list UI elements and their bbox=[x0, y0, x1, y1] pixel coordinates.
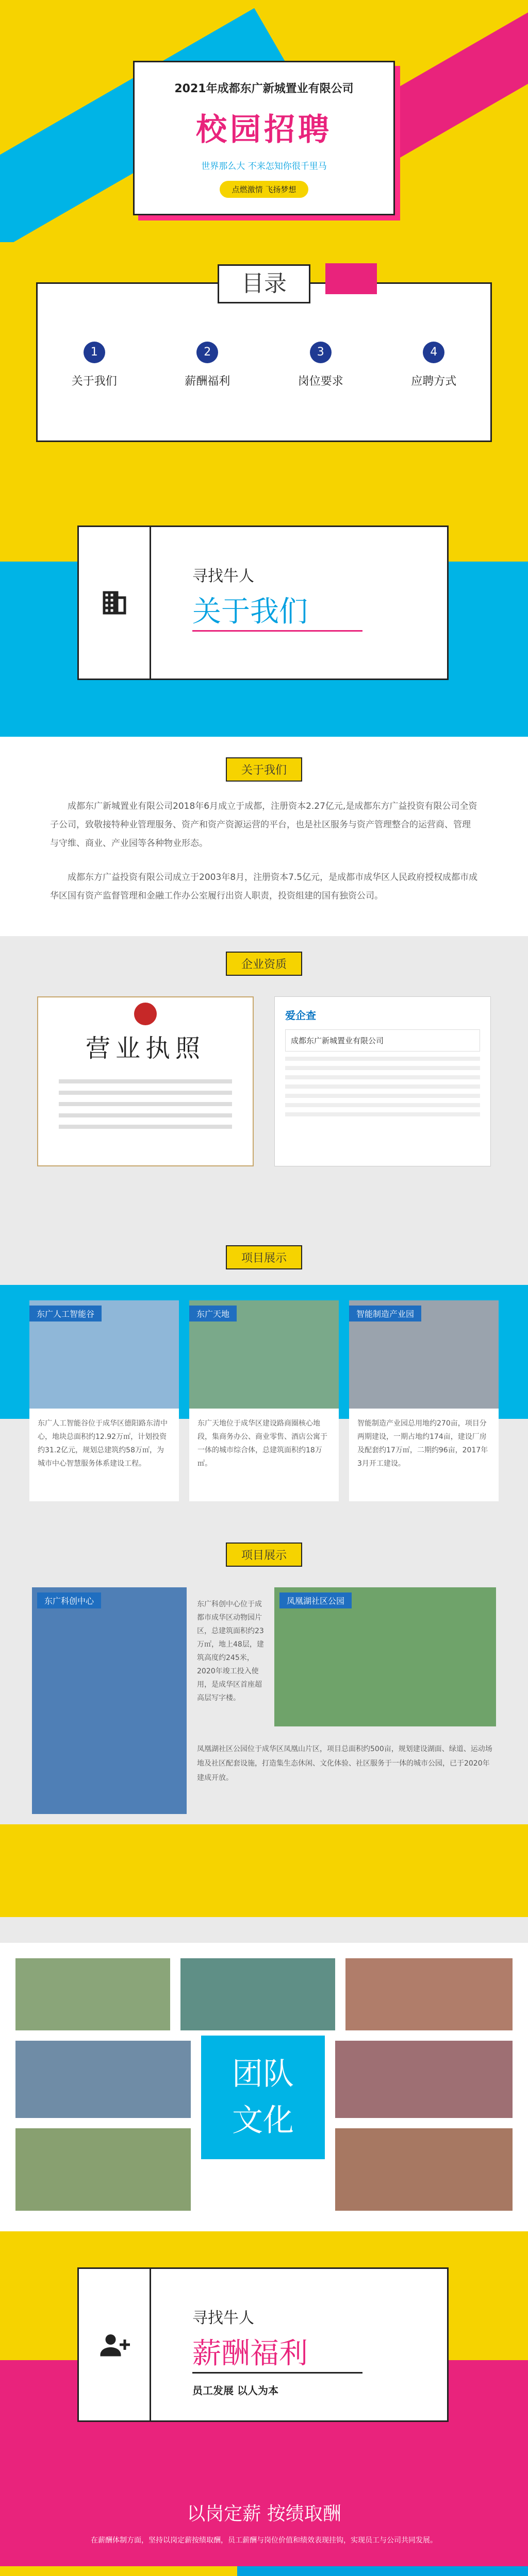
banner-title: 薪酬福利 bbox=[192, 2337, 308, 2370]
about-banner-card bbox=[77, 526, 449, 680]
toc-label: 薪酬福利 bbox=[185, 375, 230, 388]
project-caption: 凤凰湖社区公园 bbox=[279, 1592, 352, 1608]
team-photo bbox=[335, 2128, 513, 2211]
toc-label: 关于我们 bbox=[71, 375, 117, 388]
project-caption: 东广天地 bbox=[189, 1306, 237, 1321]
team-photo bbox=[15, 2128, 191, 2211]
hero-slogan: 世界那么大 不来怎知你很千里马 bbox=[201, 161, 327, 172]
toc-number: 1 bbox=[84, 342, 105, 363]
emblem-icon bbox=[134, 1003, 157, 1025]
culture-text: 文化 bbox=[232, 2103, 294, 2139]
salary-panel bbox=[0, 2566, 237, 2576]
about-text-section bbox=[0, 737, 528, 936]
project-card bbox=[349, 1300, 499, 1501]
company-record-screenshot bbox=[274, 996, 491, 1166]
banner-subtitle: 寻找牛人 bbox=[192, 2309, 254, 2327]
toc-section bbox=[0, 242, 528, 479]
company-name: 2021年成都东广新城置业有限公司 bbox=[174, 82, 354, 95]
projects-section bbox=[0, 1225, 528, 1527]
toc-item-about[interactable] bbox=[48, 342, 141, 388]
hero-pill: 点燃激情 飞扬梦想 bbox=[220, 181, 309, 198]
toc-number: 2 bbox=[196, 342, 218, 363]
benefits-banner-section bbox=[0, 2231, 528, 2489]
section-tag: 项目展示 bbox=[226, 1245, 302, 1269]
tower-photo bbox=[32, 1587, 187, 1814]
qualification-section bbox=[0, 936, 528, 1225]
team-text: 团队 bbox=[232, 2056, 294, 2092]
banner-underline bbox=[192, 2372, 362, 2374]
toc-item-apply[interactable] bbox=[387, 342, 480, 388]
benefits-description: 在薪酬体制方面，坚持以岗定薪按绩取酬，员工薪酬与岗位价值和绩效表现挂钩，实现员工与公司共同发展。 bbox=[91, 2536, 437, 2545]
project-description: 东广科创中心位于成都市成华区动物园片区，总建筑面积约23万㎡，地上48层，建筑高度约245米，2020年竣工投入使用，是成华区首座超高层写字楼。 bbox=[197, 1600, 264, 1702]
banner-underline bbox=[192, 630, 362, 632]
business-license-image bbox=[37, 996, 254, 1166]
project-description: 智能制造产业园总用地约270亩，项目分两期建设，一期占地约174亩，建设厂房及配套约17万㎡，二期约96亩，2017年3月开工建设。 bbox=[349, 1409, 499, 1501]
team-photo bbox=[335, 2041, 513, 2118]
project-photo bbox=[189, 1300, 339, 1409]
team-photo bbox=[15, 2041, 191, 2118]
toc-panel bbox=[36, 270, 492, 442]
project-description: 东广人工智能谷位于成华区德阳路东清中心，地块总面积约12.92万㎡，计划投资约31.2亿元，规划总建筑约58万㎡，为城市中心智慧服务体系建设工程。 bbox=[29, 1409, 179, 1501]
toc-number: 3 bbox=[310, 342, 332, 363]
team-culture-box bbox=[201, 2036, 325, 2159]
hero-title: 校园招聘 bbox=[196, 112, 332, 148]
hero-section bbox=[0, 0, 528, 242]
benefits-intro-section bbox=[0, 2489, 528, 2566]
toc-item-benefits[interactable] bbox=[161, 342, 254, 388]
project-caption: 东广人工智能谷 bbox=[29, 1306, 102, 1321]
toc-heading: 目录 bbox=[218, 264, 310, 303]
team-section bbox=[0, 1943, 528, 2231]
toc-label: 岗位要求 bbox=[298, 375, 343, 388]
toc-item-requirements[interactable] bbox=[274, 342, 367, 388]
license-title: 营业执照 bbox=[85, 1034, 205, 1063]
park-photo bbox=[274, 1587, 496, 1726]
project-card bbox=[189, 1300, 339, 1501]
benefits-banner-card bbox=[77, 2267, 449, 2422]
section-tag: 关于我们 bbox=[226, 757, 302, 782]
project-caption: 东广科创中心 bbox=[37, 1592, 101, 1608]
banner-title: 关于我们 bbox=[192, 595, 308, 629]
projects-section-2 bbox=[0, 1527, 528, 1943]
toc-number: 4 bbox=[423, 342, 444, 363]
team-photo bbox=[345, 1958, 513, 2030]
project-card bbox=[29, 1300, 179, 1501]
section-tag: 项目展示 bbox=[226, 1543, 302, 1567]
banner-slogan: 员工发展 以人为本 bbox=[192, 2384, 278, 2397]
project-caption: 智能制造产业园 bbox=[349, 1306, 421, 1321]
project-description: 东广天地位于成华区建设路商圈核心地段，集商务办公、商业零售、酒店公寓于一体的城市综合体，总建筑面积约18万㎡。 bbox=[189, 1409, 339, 1501]
about-paragraph: 成都东广新城置业有限公司2018年6月成立于成都，注册资本2.27亿元,是成都东方广益投资有限公司全资子公司，致敬接特种业管理服务、资产和资产资源运营的平台，也是社区服务与资产管理整合的运营商、管理与守维、商业、产业园等各种物业形态。 bbox=[50, 801, 477, 849]
about-paragraph: 成都东方广益投资有限公司成立于2003年8月，注册资本7.5亿元，是成都市成华区人民政府授权成都市成华区国有资产监督管理和金融工作办公室履行出资人职责，投资组建的国有独资公司。 bbox=[50, 872, 478, 901]
building-icon bbox=[79, 527, 151, 679]
team-photo bbox=[15, 1958, 170, 2030]
about-banner-section bbox=[0, 479, 528, 737]
project-photo bbox=[29, 1300, 179, 1409]
hero-card bbox=[133, 61, 395, 215]
toc-label: 应聘方式 bbox=[411, 375, 457, 388]
benefits-headline: 以岗定薪 按绩取酬 bbox=[187, 2503, 341, 2524]
section-tag: 企业资质 bbox=[226, 952, 302, 976]
company-record-card: 成都东广新城置业有限公司 bbox=[285, 1029, 480, 1052]
user-add-icon bbox=[79, 2269, 151, 2420]
pink-block bbox=[325, 263, 377, 294]
yellow-band bbox=[0, 1824, 528, 1917]
team-photo bbox=[180, 1958, 335, 2030]
pay-section bbox=[0, 2566, 528, 2576]
welfare-panel bbox=[237, 2566, 528, 2576]
project-photo bbox=[349, 1300, 499, 1409]
project-description: 凤凰湖社区公园位于成华区凤凰山片区，项目总面积约500亩，规划建设湖面、绿道、运动场地及社区配套设施，打造集生态休闲、文化体验、社区服务于一体的城市公园，已于2020年建成开放。 bbox=[197, 1745, 492, 1782]
site-logo: 爱企查 bbox=[285, 1009, 316, 1022]
banner-subtitle: 寻找牛人 bbox=[192, 567, 254, 585]
